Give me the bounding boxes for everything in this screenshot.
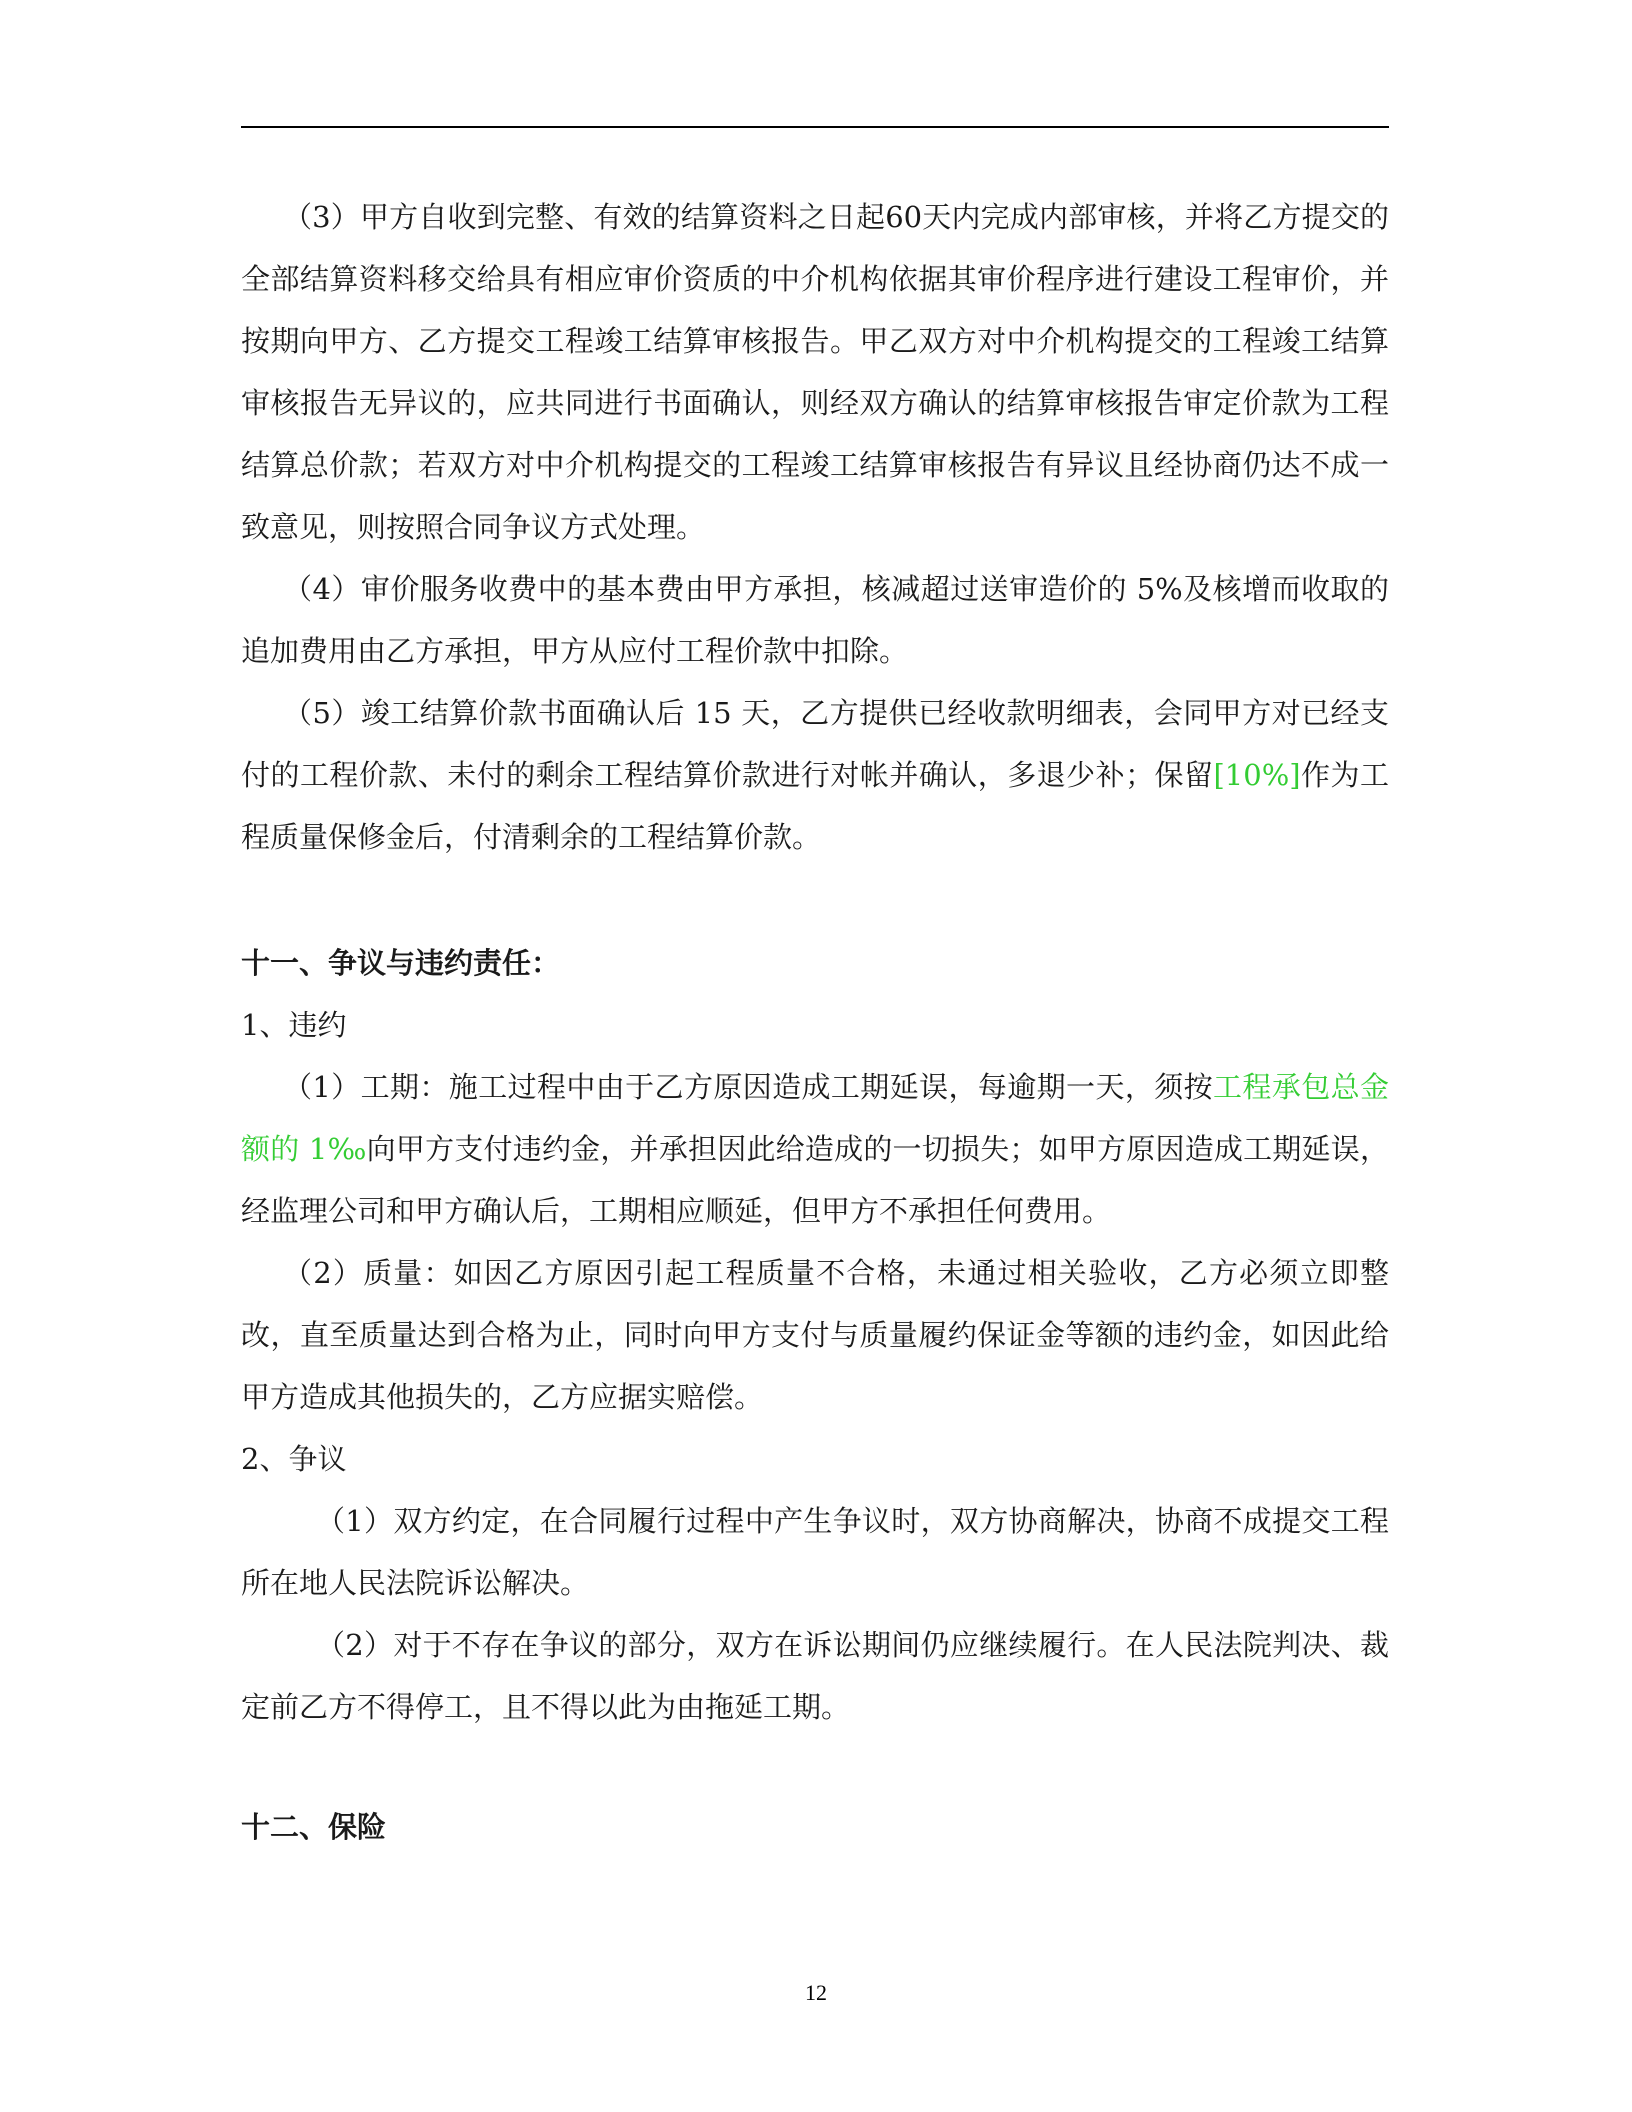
section-12-heading: 十二、保险	[241, 1810, 387, 1844]
paragraph-item-5-text-a: （5）竣工结算价款书面确认后 15 天，乙方提供已经收款明细表，会同甲方对已经支付的工程价款、未付的剩余工程结算价款进行对帐并确认，多退少补；保留	[241, 696, 1389, 792]
section-11-heading: 十一、争议与违约责任：	[241, 946, 561, 980]
paragraph-item-3: （3）甲方自收到完整、有效的结算资料之日起60天内完成内部审核，并将乙方提交的全部结算资料移交给具有相应审价资质的中介机构依据其审价程序进行建设工程审价，并按期向甲方、乙方提交工程竣工结算审核报告。甲乙双方对中介机构提交的工程竣工结算审核报告无异议的，应共同进行书面确认，则经双方确认的结算审核报告审定价款为工程结算总价款；若双方对中介机构提交的工程竣工结算审核报告有异议且经协商仍达不成一致意见，则按照合同争议方式处理。	[241, 200, 1389, 544]
paragraph-item-5-text-b: 作为工程质量保修金后，付清剩余的工程结算价款。	[241, 758, 1389, 854]
paragraph-item-4: （4）审价服务收费中的基本费由甲方承担，核减超过送审造价的 5%及核增而收取的追加费用由乙方承担，甲方从应付工程价款中扣除。	[241, 572, 1389, 668]
subsection-breach-title: 1、违约	[241, 1008, 347, 1042]
breach-item-schedule-text-a: （1）工期：施工过程中由于乙方原因造成工期延误，每逾期一天，须按	[283, 1070, 1214, 1104]
breach-item-schedule-text-b: 向甲方支付违约金，并承担因此给造成的一切损失；如甲方原因造成工期延误，经监理公司和甲方确认后，工期相应顺延，但甲方不承担任何费用。	[241, 1132, 1389, 1228]
header-rule	[241, 126, 1389, 128]
page-body	[241, 186, 1389, 1858]
paragraph-item-5	[241, 682, 1389, 868]
subsection-dispute-title: 2、争议	[241, 1442, 347, 1476]
page-number: 12	[805, 1980, 827, 2005]
retention-percentage-highlight: [10%]	[1213, 758, 1301, 792]
dispute-item-1: （1）双方约定，在合同履行过程中产生争议时，双方协商解决，协商不成提交工程所在地人民法院诉讼解决。	[241, 1504, 1389, 1600]
dispute-item-2: （2）对于不存在争议的部分，双方在诉讼期间仍应继续履行。在人民法院判决、裁定前乙方不得停工，且不得以此为由拖延工期。	[241, 1628, 1389, 1724]
breach-item-schedule	[241, 1056, 1389, 1242]
breach-item-quality: （2）质量：如因乙方原因引起工程质量不合格，未通过相关验收，乙方必须立即整改，直至质量达到合格为止，同时向甲方支付与质量履约保证金等额的违约金，如因此给甲方造成其他损失的，乙方应据实赔偿。	[241, 1256, 1389, 1414]
penalty-rate-highlight: 工程承包总金额的 1‰	[241, 1070, 1389, 1166]
